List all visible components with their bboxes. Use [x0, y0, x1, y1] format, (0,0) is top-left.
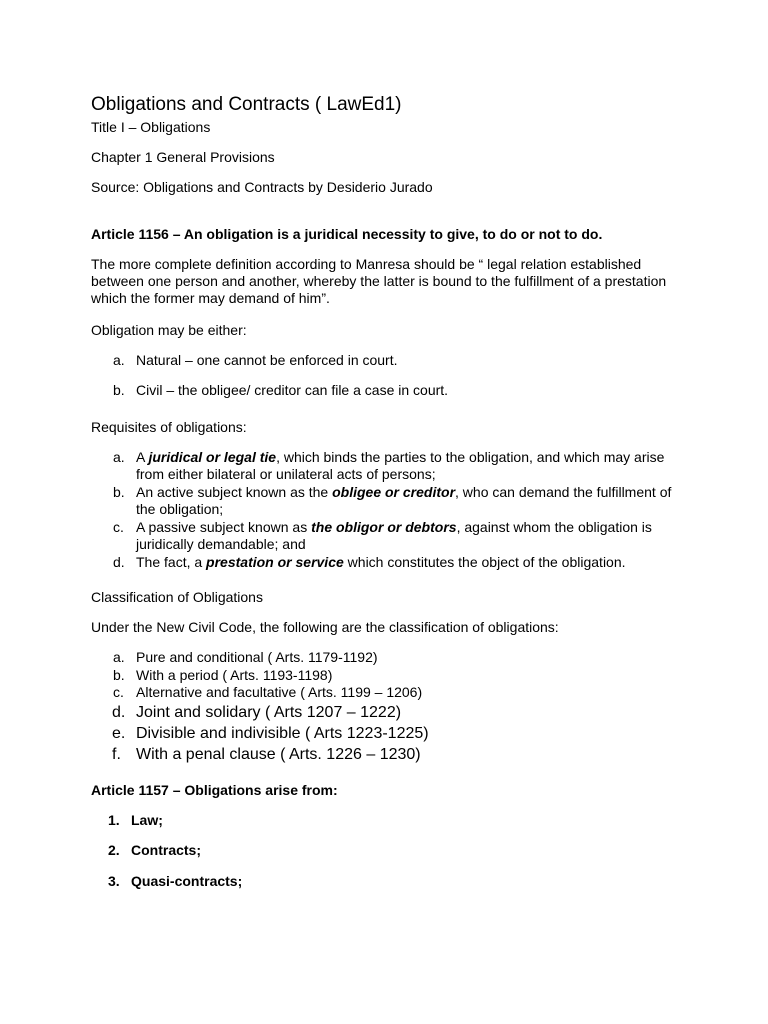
document-page: [91, 94, 691, 890]
list-item: b. Civil – the obligee/ creditor can file a case in court.: [113, 382, 449, 398]
article-1157-heading: Article 1157 – Obligations arise from:: [91, 781, 338, 798]
article-1156-heading: Article 1156 – An obligation is a juridical necessity to give, to do or not to do.: [91, 226, 603, 242]
list-item: a. Natural – one cannot be enforced in court.: [113, 352, 398, 368]
list-item: d. Joint and solidary ( Arts 1207 – 1222): [112, 703, 402, 721]
list-item: b. With a period ( Arts. 1193-1198): [113, 666, 333, 683]
classification-heading: Classification of Obligations: [91, 589, 263, 605]
sources-list: [91, 812, 691, 891]
list-item: 1. Law;: [108, 811, 163, 828]
list-item: 2. Contracts;: [108, 842, 202, 858]
document-subtitle: Title I – Obligations: [91, 119, 211, 135]
either-intro: Obligation may be either:: [91, 322, 247, 338]
list-item: c. Alternative and facultative ( Arts. 1199 – 1206): [113, 684, 423, 700]
list-item: f. With a penal clause ( Arts. 1226 – 1230): [112, 745, 421, 763]
document-title: Obligations and Contracts ( LawEd1): [91, 94, 402, 115]
list-item: e. Divisible and indivisible ( Arts 1223-1225): [112, 724, 429, 742]
list-item: b. An active subject known as the obligee or creditor, who can demand the fulfillment of the obligation;: [113, 483, 672, 517]
list-item: a. A juridical or legal tie, which binds the parties to the obligation, and which may arise from either bilateral or unilateral acts of persons;: [113, 448, 665, 482]
list-item: d. The fact, a prestation or service which constitutes the object of the obligation.: [113, 553, 626, 570]
chapter-heading: Chapter 1 General Provisions: [91, 149, 275, 165]
classification-list: [91, 649, 691, 765]
classification-intro: Under the New Civil Code, the following are the classification of obligations:: [91, 619, 559, 635]
list-item: c. A passive subject known as the obligor or debtors, against whom the obligation is juridically demandable; and: [113, 518, 652, 552]
list-item: 3. Quasi-contracts;: [108, 872, 243, 889]
either-list: [91, 352, 691, 400]
definition-paragraph: The more complete definition according to Manresa should be “ legal relation established between one person and another, whereby the latter is bound to the fulfillment of a prestation which the former may demand of him”.: [91, 256, 667, 306]
list-item: a. Pure and conditional ( Arts. 1179-1192): [113, 649, 378, 665]
source-line: Source: Obligations and Contracts by Desiderio Jurado: [91, 179, 433, 195]
requisites-list: [91, 449, 691, 572]
requisites-intro: Requisites of obligations:: [91, 418, 247, 435]
